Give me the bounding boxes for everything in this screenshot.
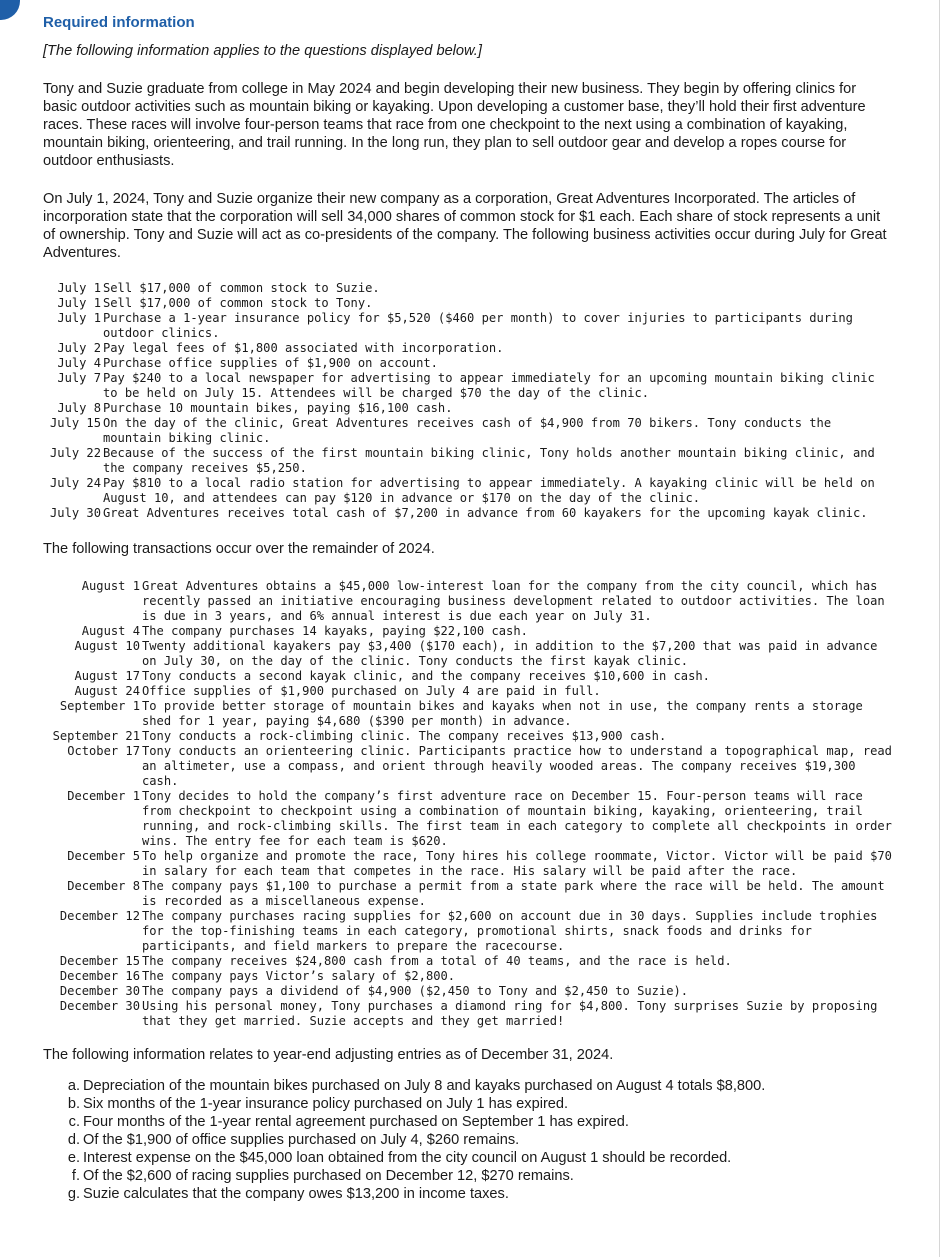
incorporation-paragraph: On July 1, 2024, Tony and Suzie organize their new company as a corporation, Great Adventures Incorporated. The articles of incorporation state that the corporation will sell 34,000 shares of common stock for $1 each. Each share of stock represents a unit of ownership. Tony and Suzie will act as co-presidents of the company. The following business activities occur during July for Great Adventures.: [43, 191, 887, 261]
transaction-description: The company purchases 14 kayaks, paying $22,100 cash.: [142, 624, 528, 638]
transaction-description: The company purchases racing supplies for $2,600 on account due in 30 days. Supplies include trophies for the top-finishing teams in each category, promotional shirts, snack foods and drinks for participants, and field markers to prepare the racecourse.: [142, 909, 878, 953]
transaction-description: The company receives $24,800 cash from a total of 40 teams, and the race is held.: [142, 954, 732, 968]
transaction-description: To provide better storage of mountain bikes and kayaks when not in use, the company rents a storage shed for 1 year, paying $4,680 ($390 per month) in advance.: [142, 699, 863, 728]
transaction-date: October 17: [67, 744, 140, 758]
transaction-description: Purchase office supplies of $1,900 on account.: [103, 356, 438, 370]
transaction-row: [43, 879, 893, 909]
transaction-row: [43, 789, 893, 849]
remainder-transactions-table: [43, 579, 893, 1029]
transaction-row: [43, 999, 893, 1029]
transaction-date: July 1: [57, 281, 101, 295]
transaction-row: [43, 669, 893, 684]
transaction-date: July 24: [50, 476, 101, 490]
transaction-row: [43, 446, 893, 476]
transaction-description: Purchase a 1-year insurance policy for $5,520 ($460 per month) to cover injuries to participants during outdoor clinics.: [103, 311, 853, 340]
july-transactions-table: [43, 281, 893, 521]
transaction-description: Sell $17,000 of common stock to Suzie.: [103, 281, 380, 295]
transaction-date: July 2: [57, 341, 101, 355]
transaction-description: Twenty additional kayakers pay $3,400 ($170 each), in addition to the $7,200 that was paid in advance on July 30, on the day of the clinic. Tony conducts the first kayak clinic.: [142, 639, 878, 668]
entry-label: e.: [67, 1150, 80, 1166]
section-title: Required information: [43, 14, 195, 31]
section-subtitle: [The following information applies to the questions displayed below.]: [43, 43, 482, 59]
transaction-date: July 1: [57, 296, 101, 310]
transaction-date: December 12: [59, 909, 140, 923]
transaction-date: December 1: [67, 789, 140, 803]
transaction-date: July 4: [57, 356, 101, 370]
transaction-date: August 17: [74, 669, 140, 683]
transaction-date: July 8: [57, 401, 101, 415]
transaction-description: To help organize and promote the race, Tony hires his college roommate, Victor. Victor will be paid $70 in salary for each team that competes in the race. His salary will be paid after the race.: [142, 849, 892, 878]
transaction-description: Using his personal money, Tony purchases a diamond ring for $4,800. Tony surprises Suzie by proposing that they get married. Suzie accepts and they get married!: [142, 999, 878, 1028]
transaction-row: [43, 909, 893, 954]
entry-label: d.: [67, 1132, 80, 1148]
required-information-panel: [43, 13, 892, 1203]
transaction-row: [43, 729, 893, 744]
transaction-date: September 1: [59, 699, 140, 713]
transaction-row: [43, 311, 893, 341]
transaction-row: [43, 296, 893, 311]
transaction-row: [43, 476, 893, 506]
transaction-row: [43, 624, 893, 639]
transaction-date: December 30: [59, 984, 140, 998]
entry-text: Of the $1,900 of office supplies purchased on July 4, $260 remains.: [83, 1132, 520, 1148]
transaction-date: July 15: [50, 416, 101, 430]
transaction-description: Because of the success of the first mountain biking clinic, Tony holds another mountain biking clinic, and the company receives $5,250.: [103, 446, 875, 475]
transaction-date: September 21: [52, 729, 140, 743]
transaction-description: The company pays a dividend of $4,900 ($2,450 to Tony and $2,450 to Suzie).: [142, 984, 689, 998]
entry-label: f.: [71, 1168, 80, 1184]
entry-text: Of the $2,600 of racing supplies purchased on December 12, $270 remains.: [83, 1168, 574, 1184]
transaction-description: Great Adventures receives total cash of $7,200 in advance from 60 kayakers for the upcoming kayak clinic.: [103, 506, 868, 520]
transaction-row: [43, 969, 893, 984]
transaction-row: [43, 984, 893, 999]
transaction-row: [43, 416, 893, 446]
transaction-date: July 30: [50, 506, 101, 520]
info-badge-icon: [0, 0, 20, 20]
transaction-row: [43, 401, 893, 416]
transaction-description: Pay $810 to a local radio station for advertising to appear immediately. A kayaking clinic will be held on August 10, and attendees can pay $120 in advance or $170 on the day of the clinic.: [103, 476, 875, 505]
transaction-description: On the day of the clinic, Great Adventures receives cash of $4,900 from 70 bikers. Tony conducts the mountain biking clinic.: [103, 416, 832, 445]
transaction-row: [43, 341, 893, 356]
transaction-date: December 8: [67, 879, 140, 893]
adjusting-entry: [65, 1095, 888, 1113]
transaction-date: December 5: [67, 849, 140, 863]
entry-label: c.: [68, 1114, 80, 1130]
adjusting-entry: [65, 1077, 888, 1095]
transaction-row: [43, 684, 893, 699]
transaction-date: July 22: [50, 446, 101, 460]
transaction-description: The company pays $1,100 to purchase a permit from a state park where the race will be held. The amount is recorded as a miscellaneous expense.: [142, 879, 885, 908]
transaction-row: [43, 849, 893, 879]
transaction-description: The company pays Victor’s salary of $2,800.: [142, 969, 456, 983]
transaction-row: [43, 506, 893, 521]
adjusting-entry: [65, 1185, 888, 1203]
transaction-description: Great Adventures obtains a $45,000 low-interest loan for the company from the city council, which has recently passed an initiative encouraging business development related to outdoor activities. The loan is due in 3 years, and 6% annual interest is due each year on July 31.: [142, 579, 885, 623]
transaction-row: [43, 356, 893, 371]
transaction-description: Tony conducts a rock-climbing clinic. The company receives $13,900 cash.: [142, 729, 667, 743]
transaction-date: July 7: [57, 371, 101, 385]
transaction-date: December 16: [59, 969, 140, 983]
transaction-description: Office supplies of $1,900 purchased on July 4 are paid in full.: [142, 684, 601, 698]
entry-text: Interest expense on the $45,000 loan obtained from the city council on August 1 should be recorded.: [83, 1150, 732, 1166]
transaction-row: [43, 744, 893, 789]
adjusting-entry: [65, 1149, 888, 1167]
intro-paragraph: Tony and Suzie graduate from college in May 2024 and begin developing their new business. They begin by offering clinics for basic outdoor activities such as mountain biking or kayaking. Upon developing a customer base, they’ll hold their first adventure races. These races will involve four-person teams that race from one checkpoint to the next using a combination of kayaking, mountain biking, orienteering, and trail running. In the long run, they plan to sell outdoor gear and develop a ropes course for outdoor enthusiasts.: [43, 81, 866, 169]
transaction-date: December 30: [59, 999, 140, 1013]
transaction-row: [43, 371, 893, 401]
transaction-date: August 4: [81, 624, 140, 638]
adjusting-intro: The following information relates to year-end adjusting entries as of December 31, 2024.: [43, 1047, 614, 1063]
transaction-description: Sell $17,000 of common stock to Tony.: [103, 296, 373, 310]
adjusting-entry: [65, 1131, 888, 1149]
transaction-description: Pay $240 to a local newspaper for advertising to appear immediately for an upcoming mountain biking clinic to be held on July 15. Attendees will be charged $70 the day of the clinic.: [103, 371, 875, 400]
transaction-date: July 1: [57, 311, 101, 325]
transaction-row: [43, 699, 893, 729]
transaction-description: Tony conducts an orienteering clinic. Participants practice how to understand a topographical map, read an altimeter, use a compass, and orient through heavily wooded areas. The company receives $19,300 cash.: [142, 744, 892, 788]
entry-label: a.: [67, 1078, 80, 1094]
transaction-row: [43, 639, 893, 669]
remainder-intro: The following transactions occur over the remainder of 2024.: [43, 541, 435, 557]
entry-text: Suzie calculates that the company owes $13,200 in income taxes.: [83, 1186, 509, 1202]
transaction-description: Tony decides to hold the company’s first adventure race on December 15. Four-person teams will race from checkpoint to checkpoint using a combination of mountain biking, kayaking, orienteering, trail running, and rock-climbing skills. The first team in each category to complete all checkpoints in order wins. The entry fee for each team is $620.: [142, 789, 892, 848]
transaction-description: Purchase 10 mountain bikes, paying $16,100 cash.: [103, 401, 453, 415]
transaction-date: August 24: [74, 684, 140, 698]
entry-text: Depreciation of the mountain bikes purchased on July 8 and kayaks purchased on August 4 totals $8,800.: [83, 1078, 766, 1094]
transaction-row: [43, 954, 893, 969]
entry-text: Six months of the 1-year insurance policy purchased on July 1 has expired.: [83, 1096, 569, 1112]
transaction-row: [43, 281, 893, 296]
entry-text: Four months of the 1-year rental agreement purchased on September 1 has expired.: [83, 1114, 629, 1130]
transaction-date: December 15: [59, 954, 140, 968]
transaction-description: Pay legal fees of $1,800 associated with incorporation.: [103, 341, 504, 355]
adjusting-entries-list: [43, 1077, 888, 1203]
adjusting-entry: [65, 1167, 888, 1185]
entry-label: b.: [67, 1096, 80, 1112]
transaction-date: August 10: [74, 639, 140, 653]
transaction-date: August 1: [81, 579, 140, 593]
entry-label: g.: [67, 1186, 80, 1202]
transaction-description: Tony conducts a second kayak clinic, and the company receives $10,600 in cash.: [142, 669, 710, 683]
transaction-row: [43, 579, 893, 624]
adjusting-entry: [65, 1113, 888, 1131]
